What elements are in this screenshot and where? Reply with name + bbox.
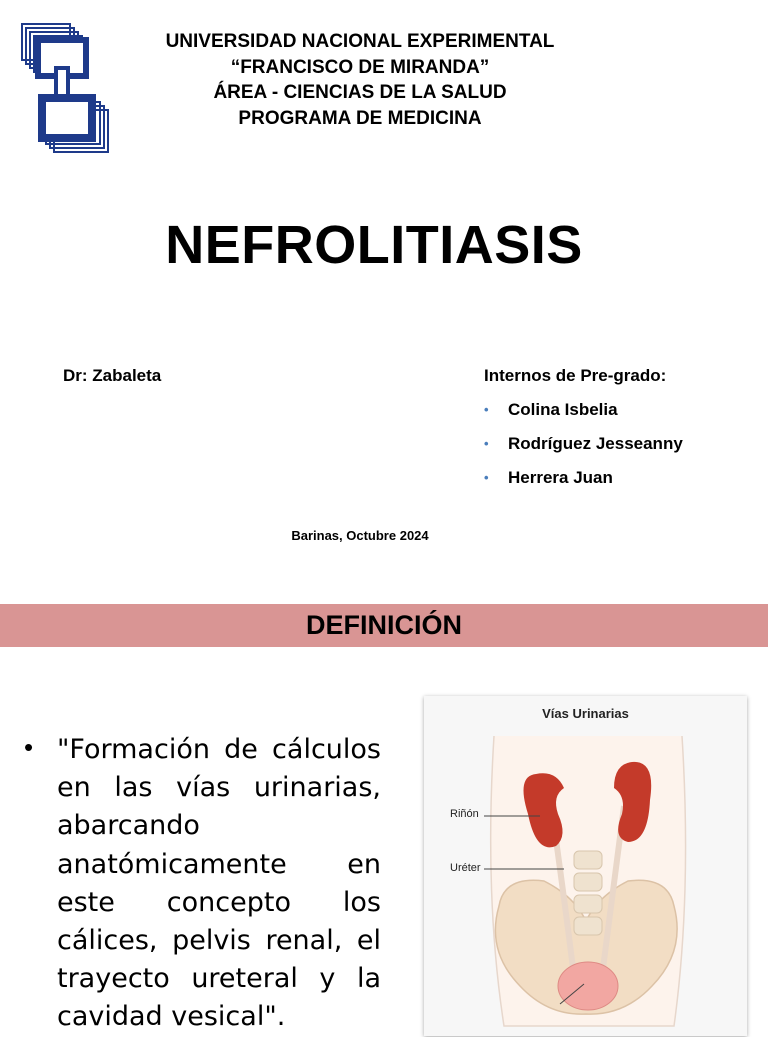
intern-name: Colina Isbelia: [508, 400, 618, 419]
list-item: [484, 466, 683, 500]
intern-name: Rodríguez Jesseanny: [508, 434, 683, 453]
doctor-name: Dr: Zabaleta: [63, 366, 162, 385]
intern-name: Herrera Juan: [508, 468, 613, 487]
presentation-title: NEFROLITIASIS: [165, 215, 583, 275]
urinary-tract-figure: [424, 696, 747, 1036]
bullet-icon: •: [484, 470, 489, 485]
institution-header: [100, 29, 620, 131]
date-location: Barinas, Octubre 2024: [291, 528, 429, 543]
university-logo: [18, 20, 112, 158]
interns-list: [484, 398, 683, 500]
header-line-3: ÁREA - CIENCIAS DE LA SALUD: [213, 82, 507, 103]
figure-title: Vías Urinarias: [542, 706, 629, 721]
list-item: [484, 432, 683, 466]
interns-heading: Internos de Pre-grado:: [484, 366, 667, 385]
header-line-4: PROGRAMA DE MEDICINA: [238, 107, 482, 129]
list-item: [484, 398, 683, 432]
section-title: DEFINICIÓN: [305, 610, 462, 640]
header-line-1: UNIVERSIDAD NACIONAL EXPERIMENTAL: [165, 31, 555, 52]
figure-label-ureter: Uréter: [450, 862, 481, 874]
bullet-icon: •: [484, 436, 489, 451]
section-header-band: [0, 604, 768, 647]
definition-text: "Formación de cálculos en las vías urinarias, abarcando anatómicamente en este concepto los cálices, pelvis renal, el trayecto ureteral y la cavidad vesical".: [57, 734, 381, 1033]
header-line-2: “FRANCISCO DE MIRANDA”: [230, 56, 490, 78]
figure-label-kidney: Riñón: [450, 808, 479, 820]
bullet-icon: •: [484, 402, 489, 417]
bullet-icon: •: [24, 732, 34, 762]
